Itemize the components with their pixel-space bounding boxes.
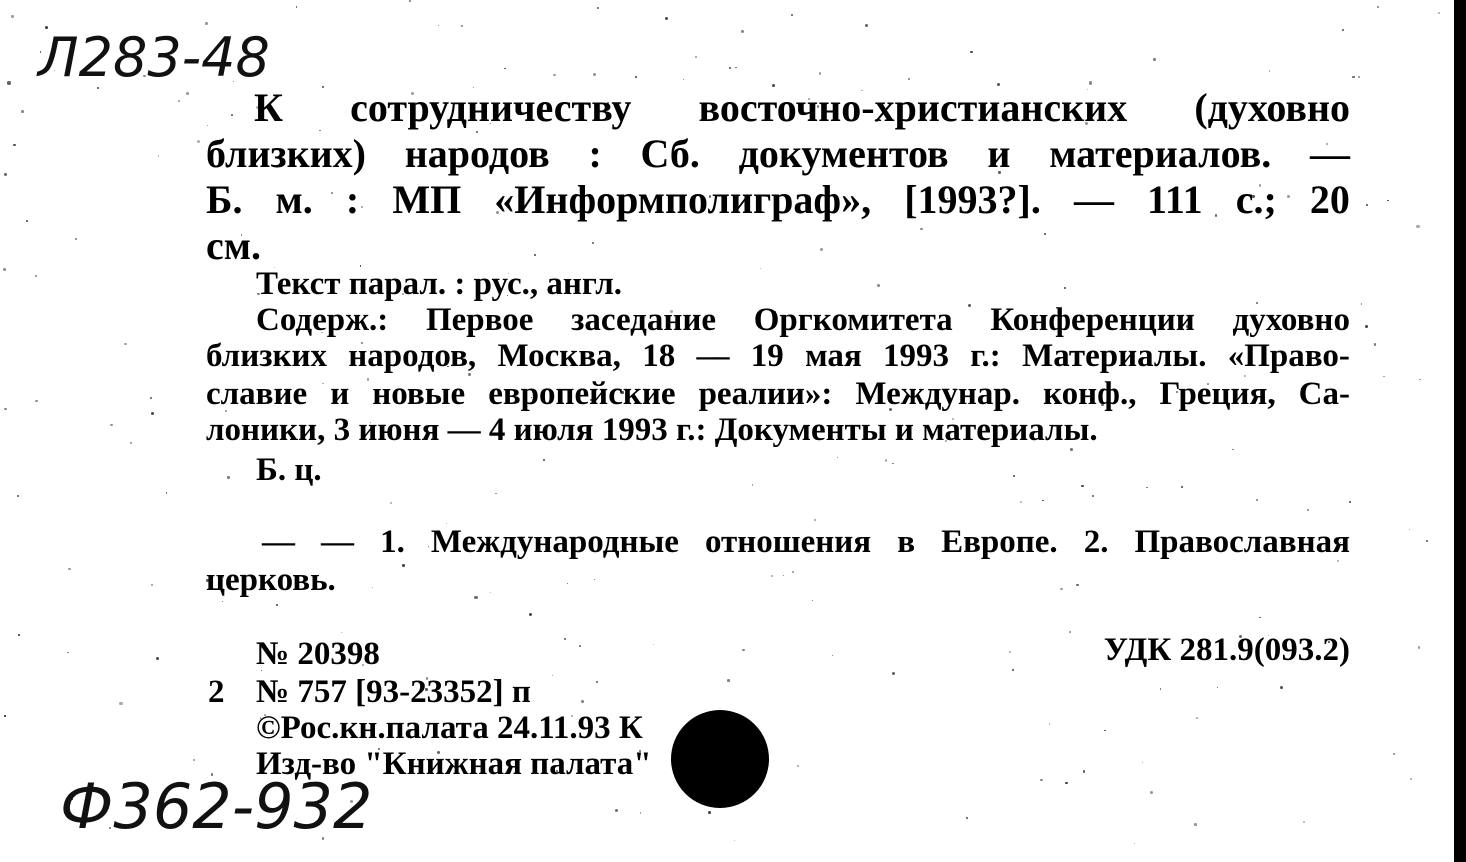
- speck: [166, 492, 168, 494]
- speck: [13, 144, 15, 146]
- speck: [1307, 509, 1309, 511]
- word: реалии»:: [698, 376, 833, 412]
- word: :: [345, 177, 360, 222]
- speck: [1076, 584, 1079, 587]
- word: 2.: [1083, 524, 1109, 560]
- speck: [150, 397, 152, 399]
- speck: [1069, 631, 1070, 632]
- word: Греция,: [1159, 376, 1276, 412]
- speck: [741, 30, 744, 33]
- word: :: [588, 131, 602, 176]
- word: с.;: [1235, 177, 1277, 222]
- speck: [130, 442, 132, 444]
- speck: [119, 702, 122, 705]
- speck: [35, 400, 38, 403]
- speck: [1438, 12, 1440, 14]
- speck: [683, 79, 685, 81]
- word: «Право-: [1227, 338, 1350, 374]
- word: 19: [750, 338, 784, 374]
- speck: [151, 412, 154, 415]
- speck: [21, 110, 24, 113]
- speck: [26, 220, 28, 222]
- speck: [543, 459, 545, 461]
- speck: [567, 583, 568, 584]
- speck: [877, 284, 880, 287]
- word: народов,: [348, 338, 477, 374]
- word: сотрудничеству: [350, 85, 632, 130]
- speck: [222, 601, 223, 602]
- speck: [1181, 486, 1183, 488]
- word: в: [897, 524, 916, 560]
- speck: [1081, 485, 1084, 488]
- word: м.: [275, 177, 313, 222]
- speck: [1194, 823, 1197, 826]
- word: 1.: [380, 524, 405, 560]
- registry-number: № 20398: [256, 636, 380, 672]
- speck: [495, 493, 496, 494]
- word: К: [254, 85, 284, 130]
- speck: [1044, 233, 1046, 235]
- speck: [1366, 204, 1368, 206]
- word: мая: [805, 338, 862, 374]
- speck: [35, 275, 37, 277]
- word: конф.,: [1043, 376, 1137, 412]
- contents-line: [206, 376, 1350, 413]
- speck: [474, 596, 477, 599]
- speck: [727, 679, 730, 682]
- speck: [438, 25, 439, 26]
- speck: [1092, 495, 1094, 497]
- speck: [402, 564, 405, 567]
- speck: [1012, 669, 1014, 671]
- speck: [1349, 501, 1350, 502]
- title-line: [206, 130, 1350, 177]
- word: —: [1309, 131, 1350, 176]
- speck: [1142, 762, 1143, 763]
- speck: [832, 655, 833, 656]
- speck: [1365, 325, 1368, 328]
- word: и: [987, 131, 1011, 176]
- word: Конференции: [990, 302, 1195, 338]
- speck: [372, 587, 373, 588]
- speck: [1232, 449, 1233, 450]
- speck: [581, 700, 584, 703]
- word: —: [262, 524, 295, 560]
- speck: [820, 248, 823, 251]
- speck: [1358, 76, 1360, 78]
- speck: [461, 25, 464, 28]
- word: «Информполиграф»,: [494, 177, 872, 222]
- word: европейские: [488, 376, 676, 412]
- speck: [4, 173, 6, 175]
- speck: [552, 675, 553, 676]
- speck: [1217, 687, 1218, 688]
- speck: [792, 571, 794, 573]
- copyright-line: ©Рос.кн.палата 24.11.93 К: [256, 710, 643, 746]
- speck: [1040, 779, 1042, 781]
- speck: [1153, 58, 1156, 61]
- speck: [1134, 843, 1135, 844]
- speck: [1342, 29, 1345, 32]
- speck: [760, 268, 761, 269]
- word: новые: [372, 376, 466, 412]
- speck: [341, 632, 343, 634]
- word: и: [330, 376, 350, 412]
- speck: [186, 92, 189, 95]
- speck: [158, 155, 159, 156]
- speck: [729, 67, 731, 69]
- speck: [504, 68, 506, 70]
- speck: [4, 408, 6, 410]
- word: Первое: [425, 302, 534, 338]
- speck: [615, 809, 618, 812]
- speck: [67, 652, 69, 654]
- speck: [708, 811, 711, 814]
- speck: [1361, 303, 1363, 305]
- speck: [75, 238, 77, 240]
- word: Содерж.:: [256, 302, 389, 338]
- speck: [1377, 6, 1379, 8]
- speck: [1419, 379, 1420, 380]
- word: заседание: [571, 302, 717, 338]
- word: —: [696, 338, 730, 374]
- copy-count: 2: [208, 674, 225, 710]
- word: Са-: [1298, 376, 1350, 412]
- handwritten-shelf-code: Л283-48: [38, 26, 270, 89]
- speck: [1352, 76, 1354, 78]
- speck: [207, 125, 208, 126]
- speck: [151, 584, 153, 586]
- word: г.:: [970, 338, 1001, 374]
- speck: [1020, 501, 1022, 503]
- speck: [1065, 782, 1068, 785]
- word: 111: [1147, 177, 1203, 222]
- word: Сб.: [640, 131, 700, 176]
- speck: [110, 424, 112, 426]
- subject-line: церковь.: [206, 562, 336, 598]
- speck: [1042, 500, 1043, 501]
- subject-line: [262, 524, 1350, 561]
- word: 18: [642, 338, 676, 374]
- handwritten-inventory-code: Ф362-932: [60, 770, 373, 843]
- speck: [390, 502, 392, 504]
- speck: [892, 672, 895, 675]
- speck: [594, 579, 595, 580]
- speck: [1083, 770, 1085, 772]
- speck: [7, 81, 10, 84]
- speck: [885, 459, 888, 462]
- word: духовно: [1232, 302, 1350, 338]
- word: близких): [206, 131, 366, 176]
- speck: [791, 14, 793, 16]
- speck: [1150, 791, 1153, 794]
- speck: [1013, 475, 1015, 477]
- speck: [734, 840, 736, 842]
- contents-line: [206, 338, 1350, 375]
- word: [1993?].: [904, 177, 1041, 222]
- speck: [1146, 487, 1147, 488]
- word: —: [321, 524, 355, 560]
- speck: [742, 649, 744, 651]
- speck: [592, 242, 594, 244]
- speck: [1416, 225, 1419, 228]
- speck: [553, 74, 555, 76]
- speck: [1426, 540, 1428, 542]
- speck: [771, 575, 773, 577]
- speck: [1060, 588, 1063, 591]
- speck: [156, 657, 159, 660]
- speck: [908, 78, 910, 80]
- word: отношения: [704, 524, 872, 560]
- udc-code: УДК 281.9(093.2): [1103, 632, 1350, 668]
- speck: [735, 67, 737, 69]
- speck: [640, 812, 641, 813]
- speck: [892, 463, 894, 465]
- speck: [1269, 70, 1270, 71]
- word: МП: [392, 177, 462, 222]
- speck: [231, 114, 234, 117]
- speck: [1418, 646, 1421, 649]
- word: —: [1073, 177, 1114, 222]
- word: 1993: [883, 338, 949, 374]
- speck: [68, 568, 71, 571]
- speck: [593, 73, 596, 76]
- speck: [1280, 686, 1283, 689]
- speck: [783, 575, 785, 577]
- speck: [3, 268, 6, 271]
- word: Москва,: [497, 338, 621, 374]
- speck: [17, 495, 19, 497]
- word: 20: [1309, 177, 1350, 222]
- language-note: Текст парал. : рус., англ.: [256, 266, 622, 302]
- word: Б.: [206, 177, 243, 222]
- speck: [1049, 723, 1050, 724]
- speck: [1393, 753, 1395, 755]
- speck: [1064, 287, 1066, 289]
- word: Европе.: [941, 524, 1058, 560]
- speck: [534, 254, 536, 256]
- speck: [970, 51, 973, 54]
- speck: [1387, 200, 1388, 201]
- speck: [1374, 343, 1377, 346]
- speck: [1160, 688, 1162, 690]
- speck: [1303, 821, 1305, 823]
- word: восточно-христианских: [698, 85, 1128, 130]
- speck: [665, 17, 668, 20]
- speck: [18, 634, 19, 635]
- speck: [579, 645, 581, 647]
- speck: [812, 600, 813, 601]
- word: Международные: [430, 524, 679, 560]
- speck: [124, 343, 126, 345]
- speck: [837, 457, 838, 458]
- word: народов: [404, 131, 550, 176]
- speck: [966, 817, 968, 819]
- speck: [1009, 651, 1011, 653]
- word: Оргкомитета: [753, 302, 953, 338]
- speck: [1409, 529, 1410, 530]
- speck: [409, 0, 411, 2]
- speck: [1259, 617, 1261, 619]
- word: Материалы.: [1022, 338, 1207, 374]
- contents-line: [256, 302, 1350, 339]
- word: (духовно: [1194, 85, 1350, 130]
- word: Православная: [1134, 524, 1350, 560]
- word: славие: [206, 376, 308, 412]
- speck: [635, 76, 637, 78]
- speck: [276, 604, 278, 606]
- speck: [819, 72, 822, 75]
- punch-hole: [671, 710, 769, 808]
- title-line: [206, 176, 1350, 223]
- speck: [1104, 730, 1106, 732]
- speck: [227, 476, 229, 478]
- title-line: см.: [206, 223, 261, 268]
- speck: [1196, 717, 1198, 719]
- speck: [920, 228, 923, 231]
- speck: [797, 765, 799, 767]
- speck: [596, 681, 598, 683]
- speck: [197, 140, 200, 143]
- speck: [490, 592, 491, 593]
- speck: [4, 715, 5, 716]
- speck: [814, 519, 815, 520]
- publisher-line: Изд-во "Книжная палата": [256, 746, 652, 782]
- speck: [597, 7, 599, 9]
- speck: [865, 24, 868, 27]
- speck: [653, 644, 654, 645]
- speck: [1410, 778, 1412, 780]
- speck: [11, 15, 13, 17]
- speck: [193, 759, 195, 761]
- word: близких: [206, 338, 327, 374]
- word: документов: [738, 131, 949, 176]
- word: материалов.: [1049, 131, 1272, 176]
- speck: [1256, 499, 1258, 501]
- speck: [752, 484, 754, 486]
- scan-edge: [1454, 0, 1466, 862]
- speck: [564, 638, 566, 640]
- speck: [178, 100, 180, 102]
- title-line: [254, 84, 1350, 131]
- speck: [529, 613, 532, 616]
- speck: [1383, 376, 1385, 378]
- word: Междунар.: [855, 376, 1021, 412]
- price-note: Б. ц.: [256, 452, 322, 488]
- contents-line: лоники, 3 июня — 4 июля 1993 г.: Документы и материалы.: [206, 412, 1098, 448]
- speck: [296, 6, 298, 8]
- speck: [695, 56, 697, 58]
- sub-registry-number: № 757 [93-23352] п: [256, 674, 531, 710]
- speck: [205, 22, 207, 24]
